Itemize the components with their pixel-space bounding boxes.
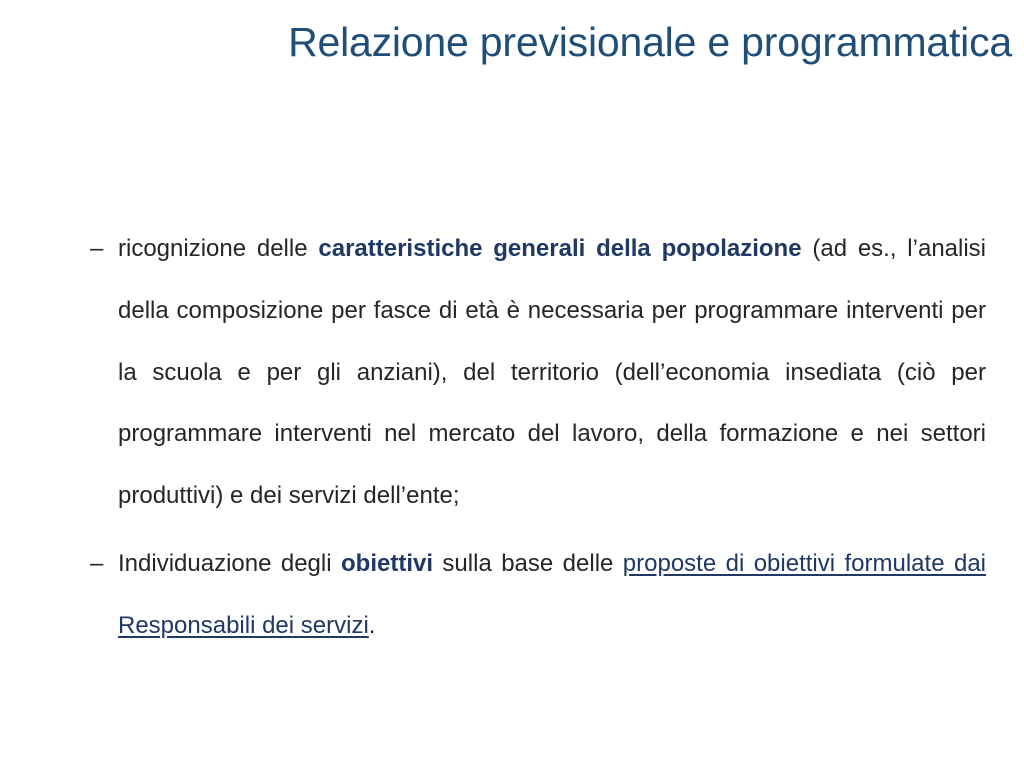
bullet-text: sulla base delle xyxy=(433,549,623,577)
proposals-link[interactable]: proposte di obiettivi formulate dai Responsabili dei servizi xyxy=(118,549,986,639)
bullet-item-objectives xyxy=(90,533,986,657)
bullet-text: Individuazione degli xyxy=(118,549,341,577)
bullet-text: (ad es., l’analisi della composizione per fasce di età è necessaria per programmare interventi per la scuola e per gli anziani), del territorio (dell’economia insediata (ciò per programmare interventi nel mercato del lavoro, della formazione e nei settori produttivi) e dei servizi dell’ente; xyxy=(118,235,987,510)
dash-icon: – xyxy=(90,549,104,577)
slide-title: Relazione previsionale e programmatica xyxy=(288,19,1012,65)
bullet-emphasis: caratteristiche generali della popolazione xyxy=(318,235,802,262)
bullet-emphasis: obiettivi xyxy=(341,549,434,577)
bullet-item-population xyxy=(90,218,986,527)
dash-icon: – xyxy=(90,235,104,262)
bullet-text: ricognizione delle xyxy=(118,235,319,262)
bullet-list xyxy=(90,218,986,663)
bullet-text: . xyxy=(368,611,376,639)
